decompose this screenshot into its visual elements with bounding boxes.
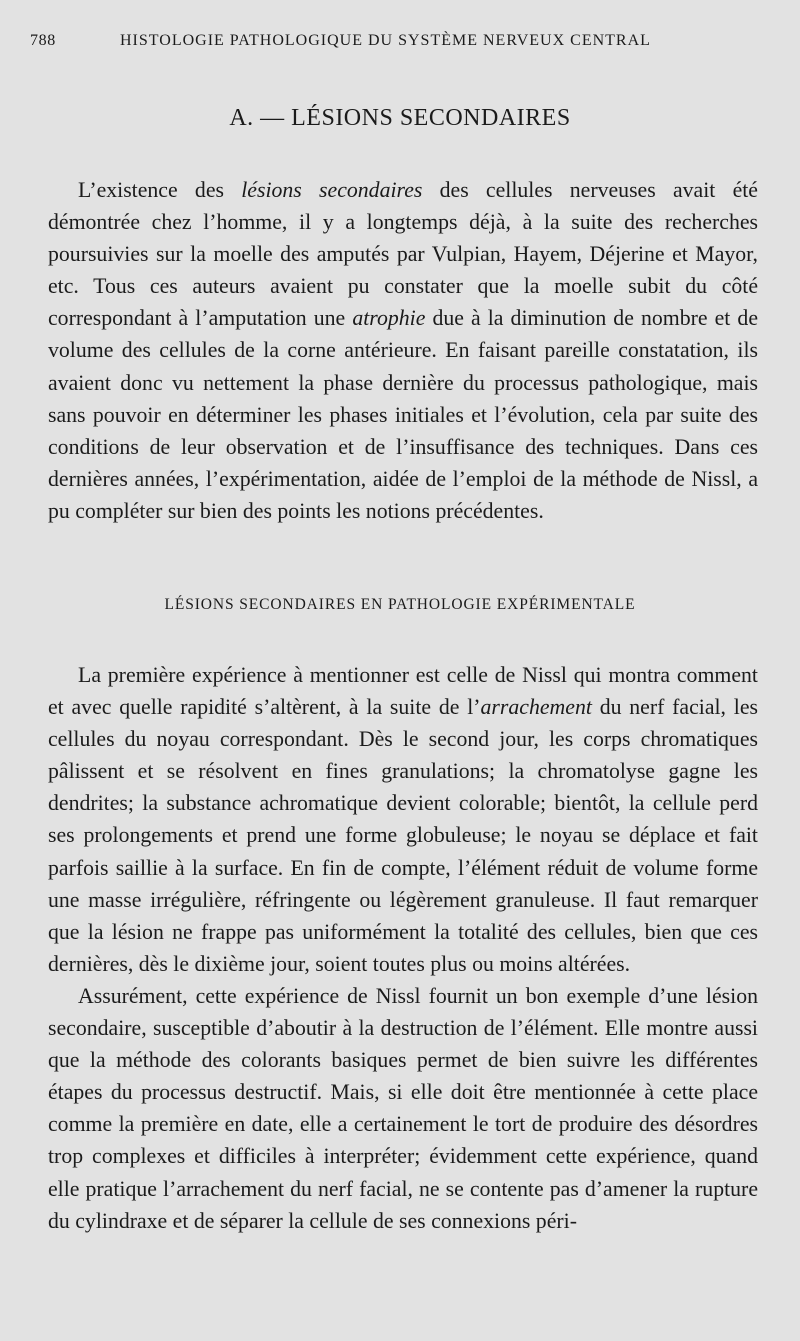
experimental-text-block bbox=[48, 659, 758, 1237]
paragraph-text: Assurément, cette expérience de Nissl fournit un bon exemple d’une lésion secondaire, susceptible d’aboutir à la destruction de l’élément. Elle montre aussi que la méthode des colorants basiques permet de bien suivre les différentes étapes du processus destructif. Mais, si elle doit être mentionnée à cette place comme la première en date, elle a certainement le tort de produire des désordres trop complexes et difficiles à interpréter; évidemment cette expérience, quand elle pratique l’arrachement du nerf facial, ne se contente pas d’amener la rupture du cylindraxe et de séparer la cellule de ses connexions péri- bbox=[48, 983, 758, 1233]
paragraph-existence-lesions bbox=[48, 174, 758, 527]
page-number: 788 bbox=[30, 32, 56, 49]
paragraph-text: des cellules nerveuses avait été démontrée chez l’homme, il y a longtemps déjà, à la suite des recherches poursuivies sur la moelle des amputés par Vulpian, Hayem, Déjerine et Mayor, etc. Tous ces auteurs avaient pu constater que la moelle subit du côté correspondant à l’amputation une bbox=[48, 178, 758, 331]
intro-text-block bbox=[48, 174, 758, 527]
paragraph-text: L’existence des bbox=[78, 178, 242, 202]
emphasis-arrachement: arrachement bbox=[480, 695, 592, 720]
paragraph-text: du nerf facial, les cellules du noyau correspondant. Dès le second jour, les corps chromatiques pâlissent et se résolvent en fines granulations; la chromatolyse gagne les dendrites; la substance achromatique devient colorable; bientôt, la cellule perd ses prolongements et prend une forme globuleuse; le noyau se déplace et fait parfois saillie à la surface. En fin de compte, l’élément réduit de volume forme une masse irrégulière, réfringente ou légèrement granuleuse. Il faut remarquer que la lésion ne frappe pas uniformément la totalité des cellules, bien que ces dernières, dès le dixième jour, soient toutes plus ou moins altérées. bbox=[48, 695, 758, 976]
paragraph-text: La première expérience à mentionner est celle de Nissl qui montra comment et avec quelle rapidité s’altèrent, à la suite de l’ bbox=[48, 663, 758, 720]
emphasis-lesions-secondaires: lésions secondaires bbox=[241, 178, 423, 202]
emphasis-atrophie: atrophie bbox=[352, 306, 426, 331]
paragraph-assurement bbox=[48, 980, 758, 1237]
paragraph-text: due à la diminution de nombre et de volume des cellules de la corne antérieure. En faisant pareille constatation, ils avaient donc vu nettement la phase dernière du processus pathologique, mais sans pouvoir en déterminer les phases initiales et l’évolution, cela par suite des conditions de leur observation et de l’insuffisance des techniques. Dans ces dernières années, l’expérimentation, aidée de l’emploi de la méthode de Nissl, a pu compléter sur bien des points les notions précédentes. bbox=[48, 306, 758, 523]
paragraph-nissl-experiment bbox=[48, 659, 758, 980]
subsection-heading: LÉSIONS SECONDAIRES EN PATHOLOGIE EXPÉRIMENTALE bbox=[164, 596, 636, 613]
running-title: HISTOLOGIE PATHOLOGIQUE DU SYSTÈME NERVEUX CENTRAL bbox=[120, 32, 651, 49]
section-title: A. — LÉSIONS SECONDAIRES bbox=[229, 105, 571, 131]
